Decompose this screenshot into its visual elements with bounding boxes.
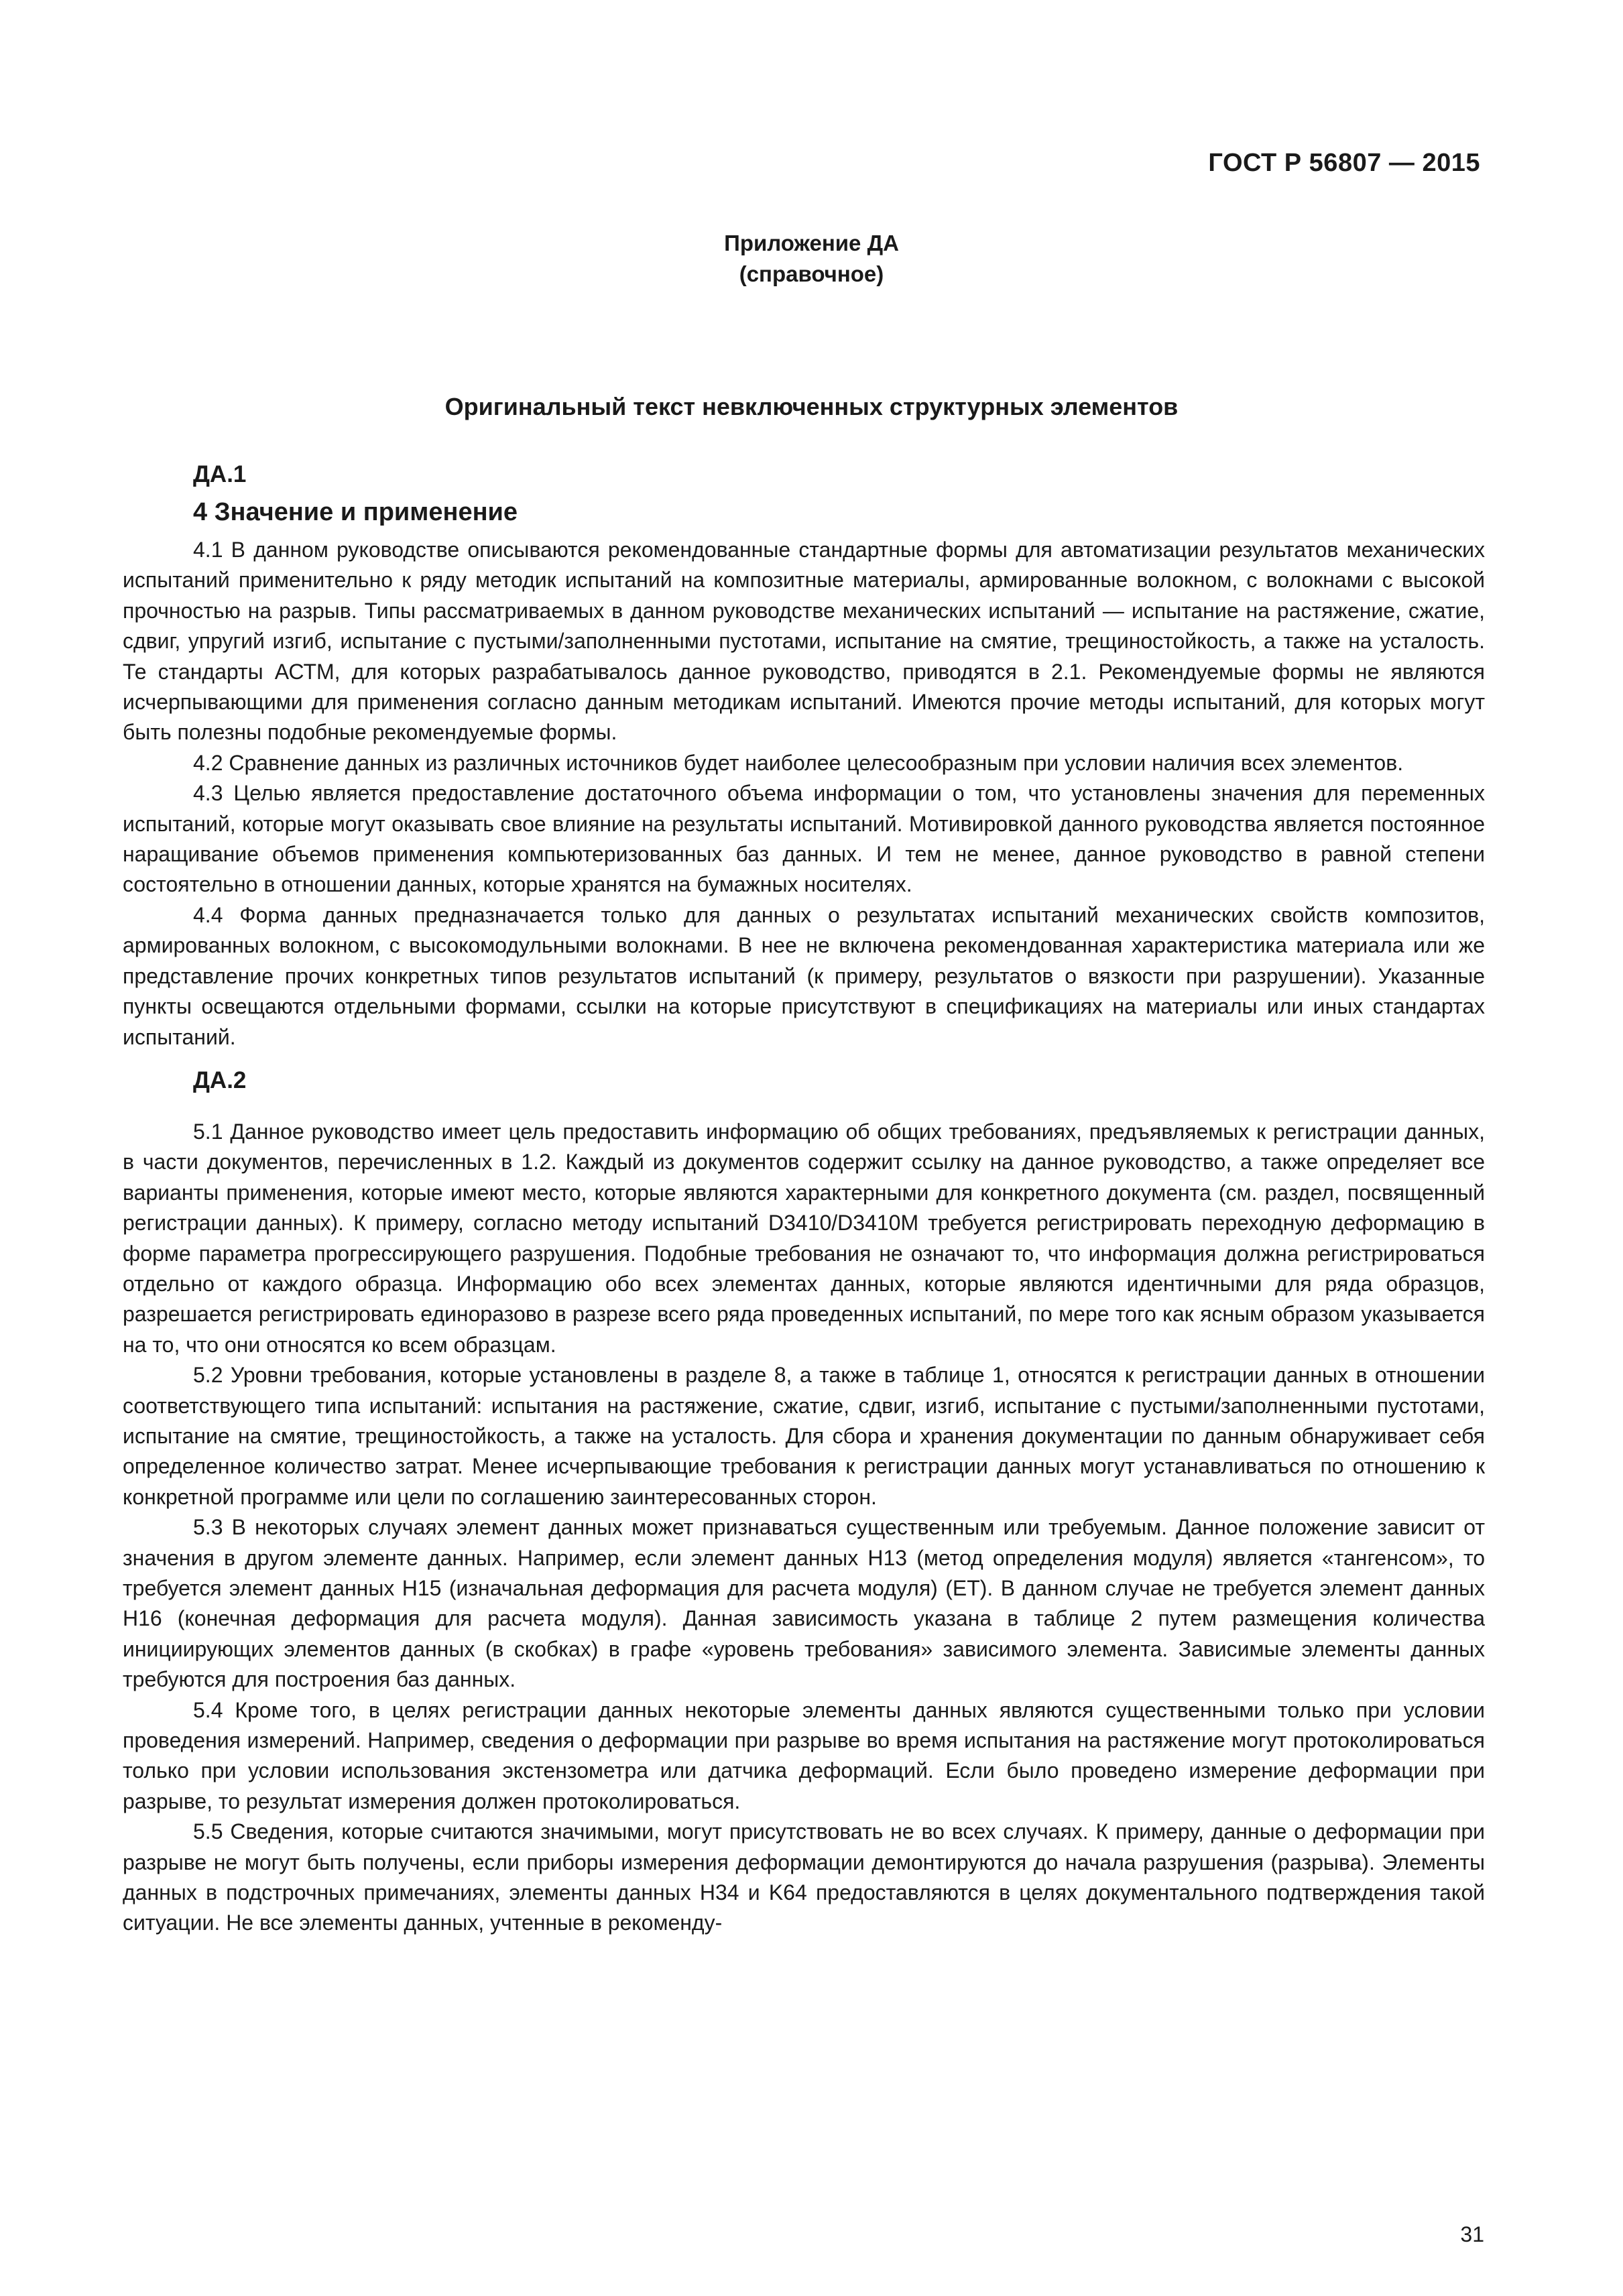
annex-status: (справочное) [739,261,884,286]
section-label-da2: ДА.2 [193,1067,247,1093]
paragraph-5-2: 5.2 Уровни требования, которые установлены в разделе 8, а также в таблице 1, относятся к регистрации данных в отношении соответствующего типа испытаний: испытания на растяжение, сжатие, сдвиг, изгиб, испытание с пустыми/заполненными пустотами, испытание на смятие, трещиностойкость, а также на усталость. Для сбора и хранения документации по данным обнаруживает себя определенное количество затрат. Менее исчерпывающие требования к регистрации данных могут устанавливаться по отношению к конкретной программе или цели по соглашению заинтересованных сторон. [123,1363,1485,1509]
page-number: 31 [1460,2222,1484,2246]
paragraph-4-1: 4.1 В данном руководстве описываются рекомендованные стандартные формы для автоматизации результатов механических испытаний применительно к ряду методик испытаний на композитные материалы, армированные волокном, с волокнами с высокой прочностью на разрыв. Типы рассматриваемых в данном руководстве механических испытаний — испытание на растяжение, сжатие, сдвиг, упругий изгиб, испытание с пустыми/заполненными пустотами, испытание на смятие, трещиностойкость, а также на усталость. Те стандарты АСТМ, для которых разрабатывалось данное руководство, приводятся в 2.1. Рекомендуемые формы не являются исчерпывающими для применения согласно данным методикам испытаний. Имеются прочие методы испытаний, для которых могут быть полезны подобные рекомендуемые формы. [123,538,1485,745]
paragraph-5-1: 5.1 Данное руководство имеет цель предоставить информацию об общих требованиях, предъявляемых к регистрации данных, в части документов, перечисленных в 1.2. Каждый из документов содержит ссылку на данное руководство, а также определяет все варианты применения, которые имеют место, которые являются характерными для конкретного документа (см. раздел, посвященный регистрации данных). К примеру, согласно методу испытаний D3410/D3410M требуется регистрировать переходную деформацию в форме параметра прогрессирующего разрушения. Подобные требования не означают то, что информация должна регистрироваться отдельно от каждого образца. Информацию обо всех элементах данных, которые являются идентичными для ряда образцов, разрешается регистрировать единоразово в разрезе всего ряда проведенных испытаний, по мере того как ясным образом указывается на то, что они относятся ко всем образцам. [123,1119,1485,1357]
standard-code: ГОСТ Р 56807 — 2015 [1208,149,1480,177]
section-label-da1: ДА.1 [193,461,247,487]
paragraph-4-4: 4.4 Форма данных предназначается только для данных о результатах испытаний механических свойств композитов, армированных волокном, с высокомодульными волокнами. В нее не включена рекомендованная характеристика материала или же представление прочих конкретных типов результатов испытаний (к примеру, результатов о вязкости при разрушении). Указанные пункты освещаются отдельными формами, ссылки на которые присутствуют в спецификациях на материалы или иных стандартах испытаний. [123,902,1485,1049]
paragraph-4-3: 4.3 Целью является предоставление достаточного объема информации о том, что установлены значения для переменных испытаний, которые могут оказывать свое влияние на результаты испытаний. Мотивировкой данного руководства является постоянное наращивание объемов применения компьютеризованных баз данных. И тем не менее, данное руководство в равной степени состоятельно в отношении данных, которые хранятся на бумажных носителях. [123,781,1485,897]
paragraph-5-4: 5.4 Кроме того, в целях регистрации данных некоторые элементы данных являются существенными только при условии проведения измерений. Например, сведения о деформации при разрыве во время испытания на растяжение могут протоколироваться только при условии использования экстензометра или датчика деформаций. Если было проведено измерение деформации при разрыве, то результат измерения должен протоколироваться. [123,1697,1485,1813]
paragraph-5-5: 5.5 Сведения, которые считаются значимыми, могут присутствовать не во всех случаях. К примеру, данные о деформации при разрыве не могут быть получены, если приборы измерения деформации демонтируются до начала разрушения (разрыва). Элементы данных в подстрочных примечаниях, элементы данных Н34 и K64 предоставляются в целях документального подтверждения такой ситуации. Не все элементы данных, учтенные в рекоменду- [123,1819,1485,1935]
annex-block [0,228,1623,290]
section-heading: 4 Значение и применение [193,498,518,526]
annex-title: Оригинальный текст невключенных структурных элементов [444,393,1179,420]
annex-label: Приложение ДА [724,231,899,255]
paragraph-4-2: 4.2 Сравнение данных из различных источников будет наиболее целесообразным при условии наличия всех элементов. [193,750,1404,775]
document-body [123,456,1485,1939]
paragraph-5-3: 5.3 В некоторых случаях элемент данных может признаваться существенным или требуемым. Данное положение зависит от значения в другом элементе данных. Например, если элемент данных Н13 (метод определения модуля) является «тангенсом», то требуется элемент данных Н15 (изначальная деформация для расчета модуля) (ЕТ). В данном случае не требуется элемент данных Н16 (конечная деформация для расчета модуля). Данная зависимость указана в таблице 2 путем размещения количества инициирующих элементов данных (в скобках) в графе «уровень требования» зависимого элемента. Зависимые элементы данных требуются для построения баз данных. [123,1515,1485,1692]
